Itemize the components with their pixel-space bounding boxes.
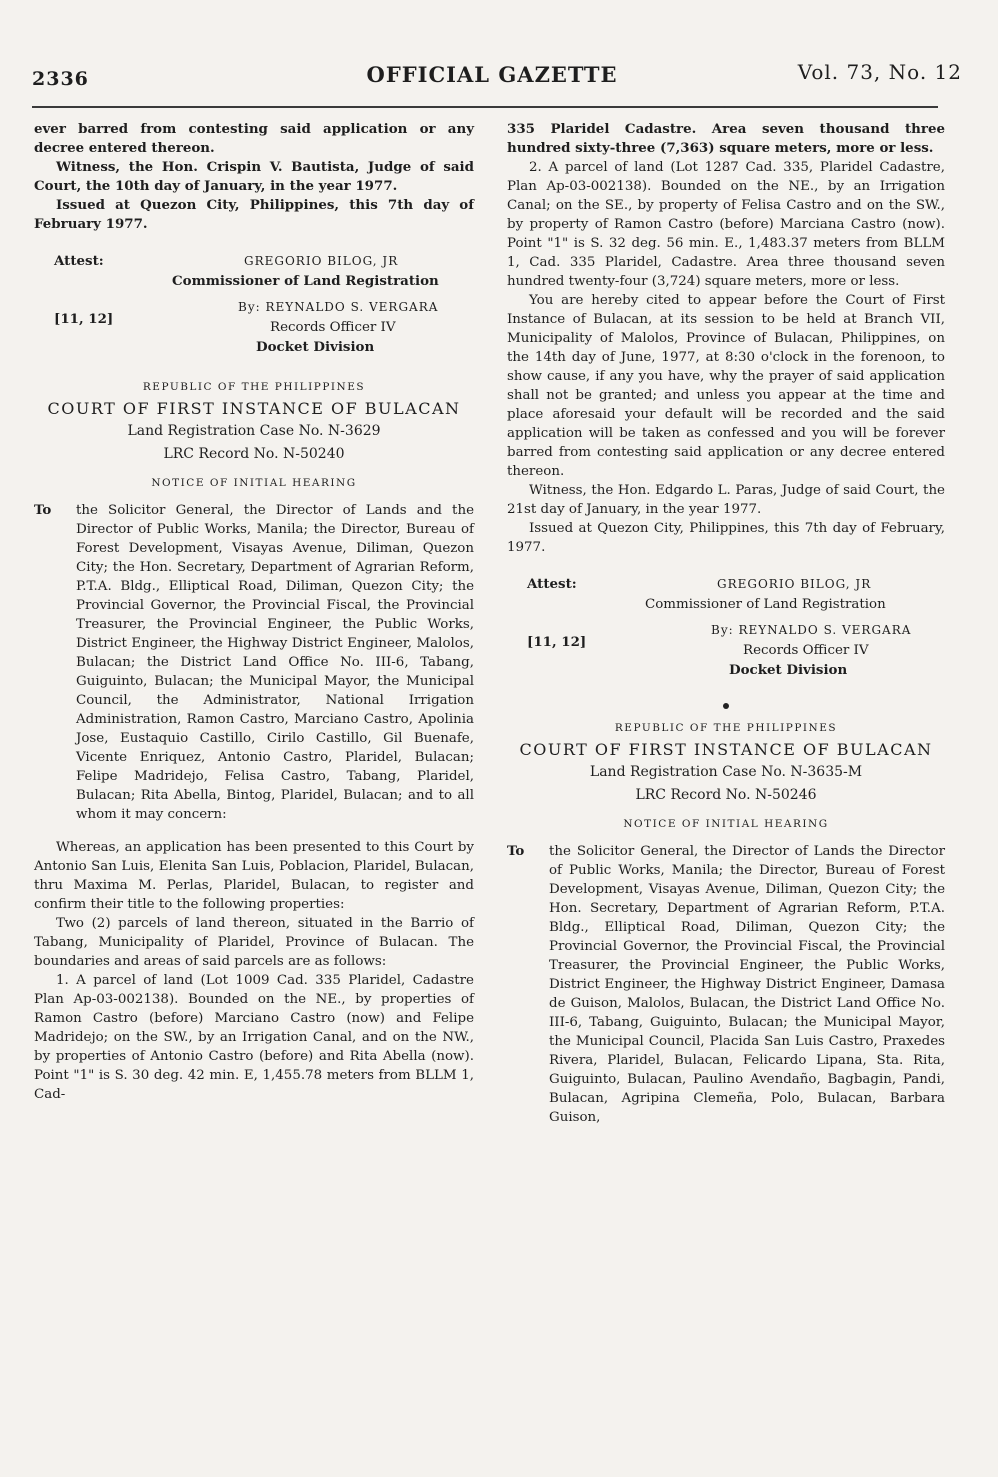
notice-heading: NOTICE OF INITIAL HEARING — [151, 477, 357, 489]
parcel-1: 1. A parcel of land (Lot 1009 Cad. 335 Plaridel, Cadastre Plan Ap-03-002138). Bounded on the NE., by properties of Ramon Castro (before) Marciano Castro (now) and Felipe Madridejo; on the SW., by an Irrigation Canal, and on the NW., by properties of Antonio Castro (before) and Rita Abella (now). Point "1" is S. 30 deg. 42 min. E, 1,455.78 meters from BLLM 1, Cad- — [34, 973, 474, 1102]
attest-officer: Records Officer IV — [743, 643, 869, 658]
addressees-text: the Solicitor General, the Director of Lands the Director of Public Works, Manila; the Director, Bureau of Forest Development, Visayas Avenue, Diliman, Quezon City; the Hon. Secretary, Department of Agrarian Reform, P.T.A. Bldg., Elliptical Road, Diliman, Quezon City; the Provincial Governor, the Provincial Fiscal, the Provincial Treasurer, the Provincial Engineer, the Public Works, District Engineer, the Highway District Engineer, Damasa de Guison, Malolos, Bulacan, the District Land Office No. III-6, Tabang, Guiguinto, Bulacan; the Municipal Mayor, the Municipal Council, Placida San Luis Castro, Praxedes Rivera, Plaridel, Bulacan, Felicardo Lipana, Sta. Rita, Guiguinto, Bulacan, Paulino Avendaño, Bagbagin, Pandi, Bulacan, Agripina Clemeña, Polo, Bulacan, Barbara Guison, — [549, 844, 945, 1125]
right-issued: Issued at Quezon City, Philippines, this 7th day of February, 1977. — [507, 521, 945, 555]
addressees — [34, 501, 474, 824]
whereas-paragraph: Whereas, an application has been presented to this Court by Antonio San Luis, Elenita San Luis, Poblacion, Plaridel, Bulacan, thru Maxima M. Perlas, Plaridel, Bulacan, to register and confirm their title to the following properties: — [34, 840, 474, 912]
attest-name: GREGORIO BILOG, JR — [244, 254, 399, 268]
left-attest-block — [34, 242, 474, 368]
parcel-2: 2. A parcel of land (Lot 1287 Cad. 335, Plaridel Cadastre, Plan Ap-03-002138). Bounded on the NE., by an Irrigation Canal; on the SE., by property of Felisa Castro and on the SW., by property of Ramon Castro (before) Marciana Castro (now). Point "1" is S. 32 deg. 56 min. E., 1,483.37 meters from BLLM 1, Cad. 335 Plaridel, Cadastre. Area three thousand seven hundred twenty-four (3,724) square meters, more or less. — [507, 160, 945, 289]
parcels-intro: Two (2) parcels of land thereon, situated in the Barrio of Tabang, Municipality of Plaridel, Province of Bulacan. The boundaries and areas of said parcels are as follows: — [34, 916, 474, 969]
court-heading: COURT OF FIRST INSTANCE OF BULACAN — [47, 399, 461, 418]
gazette-title: OFFICIAL GAZETTE — [366, 62, 618, 87]
attest-ref: [11, 12] — [54, 311, 114, 327]
addressees — [507, 842, 945, 1127]
page-number: 2336 — [32, 68, 89, 90]
left-issued: Issued at Quezon City, Philippines, this 7th day of February 1977. — [34, 197, 474, 232]
attest-by: By: REYNALDO S. VERGARA — [711, 623, 912, 637]
attest-name: GREGORIO BILOG, JR — [717, 577, 872, 591]
left-column — [34, 120, 474, 1104]
volume-number: Vol. 73, No. 12 — [797, 60, 962, 84]
right-area-text: 335 Plaridel Cadastre. Area seven thousand three hundred sixty-three (7,363) square meters, more or less. — [507, 121, 945, 156]
attest-role: Commissioner of Land Registration — [645, 597, 886, 612]
attest-role: Commissioner of Land Registration — [172, 273, 439, 289]
attest-division: Docket Division — [256, 339, 375, 355]
header-rule — [32, 106, 938, 108]
citation-paragraph: You are hereby cited to appear before the Court of First Instance of Bulacan, at its session to be held at Branch VII, Municipality of Malolos, Province of Bulacan, Philippines, on the 14th day of June, 1977, at 8:30 o'clock in the forenoon, to show cause, if any you have, why the prayer of said application shall not be granted; and unless you appear at the time and place aforesaid your default will be recorded and the said application will be taken as confessed and you will be forever barred from contesting said application or any decree entered thereon. — [507, 293, 945, 479]
to-label: To — [34, 502, 52, 518]
attest-label: Attest: — [527, 576, 577, 592]
record-number: LRC Record No. N-50240 — [163, 446, 345, 462]
attest-officer: Records Officer IV — [270, 320, 396, 335]
right-column — [507, 120, 945, 1127]
right-witness: Witness, the Hon. Edgardo L. Paras, Judge of said Court, the 21st day of January, in the year 1977. — [507, 483, 945, 517]
attest-label: Attest: — [54, 253, 104, 269]
to-label: To — [507, 843, 525, 859]
notice-heading: NOTICE OF INITIAL HEARING — [623, 818, 829, 830]
republic-heading: REPUBLIC OF THE PHILIPPINES — [614, 722, 838, 734]
page-header — [22, 58, 962, 98]
case-number: Land Registration Case No. N-3629 — [127, 423, 381, 439]
case-number: Land Registration Case No. N-3635-M — [589, 764, 863, 780]
record-number: LRC Record No. N-50246 — [635, 787, 817, 803]
attest-division: Docket Division — [729, 662, 848, 678]
attest-by: By: REYNALDO S. VERGARA — [238, 300, 439, 314]
republic-heading: REPUBLIC OF THE PHILIPPINES — [142, 381, 366, 393]
attest-ref: [11, 12] — [527, 634, 587, 650]
left-closing-text: ever barred from contesting said application or any decree entered thereon. — [34, 121, 474, 156]
left-witness: Witness, the Hon. Crispin V. Bautista, Judge of said Court, the 10th day of January, in the year 1977. — [34, 159, 474, 194]
bullet-mark — [723, 703, 729, 709]
addressees-text: the Solicitor General, the Director of Lands and the Director of Public Works, Manila; the Director, Bureau of Forest Development, Visayas Avenue, Diliman, Quezon City; the Hon. Secretary, Department of Agrarian Reform, P.T.A. Bldg., Elliptical Road, Diliman, Quezon City; the Provincial Governor, the Provincial Fiscal, the Provincial Treasurer, the Provincial Engineer, the Public Works, District Engineer, the Highway District Engineer, Malolos, Bulacan; the District Land Office No. III-6, Tabang, Guiguinto, Bulacan; the Municipal Mayor, the Municipal Council, the Administrator, National Irrigation Administration, Ramon Castro, Marciano Castro, Apolinia Jose, Eustaquio Castillo, Cirilo Castillo, Gil Buenafe, Vicente Enriquez, Antonio Castro, Plaridel, Bulacan; Felipe Madridejo, Felisa Castro, Tabang, Plaridel, Bulacan; Rita Abella, Bintog, Plaridel, Bulacan; and to all whom it may concern: — [76, 503, 474, 822]
court-heading: COURT OF FIRST INSTANCE OF BULACAN — [519, 740, 933, 759]
right-attest-block — [507, 565, 945, 683]
